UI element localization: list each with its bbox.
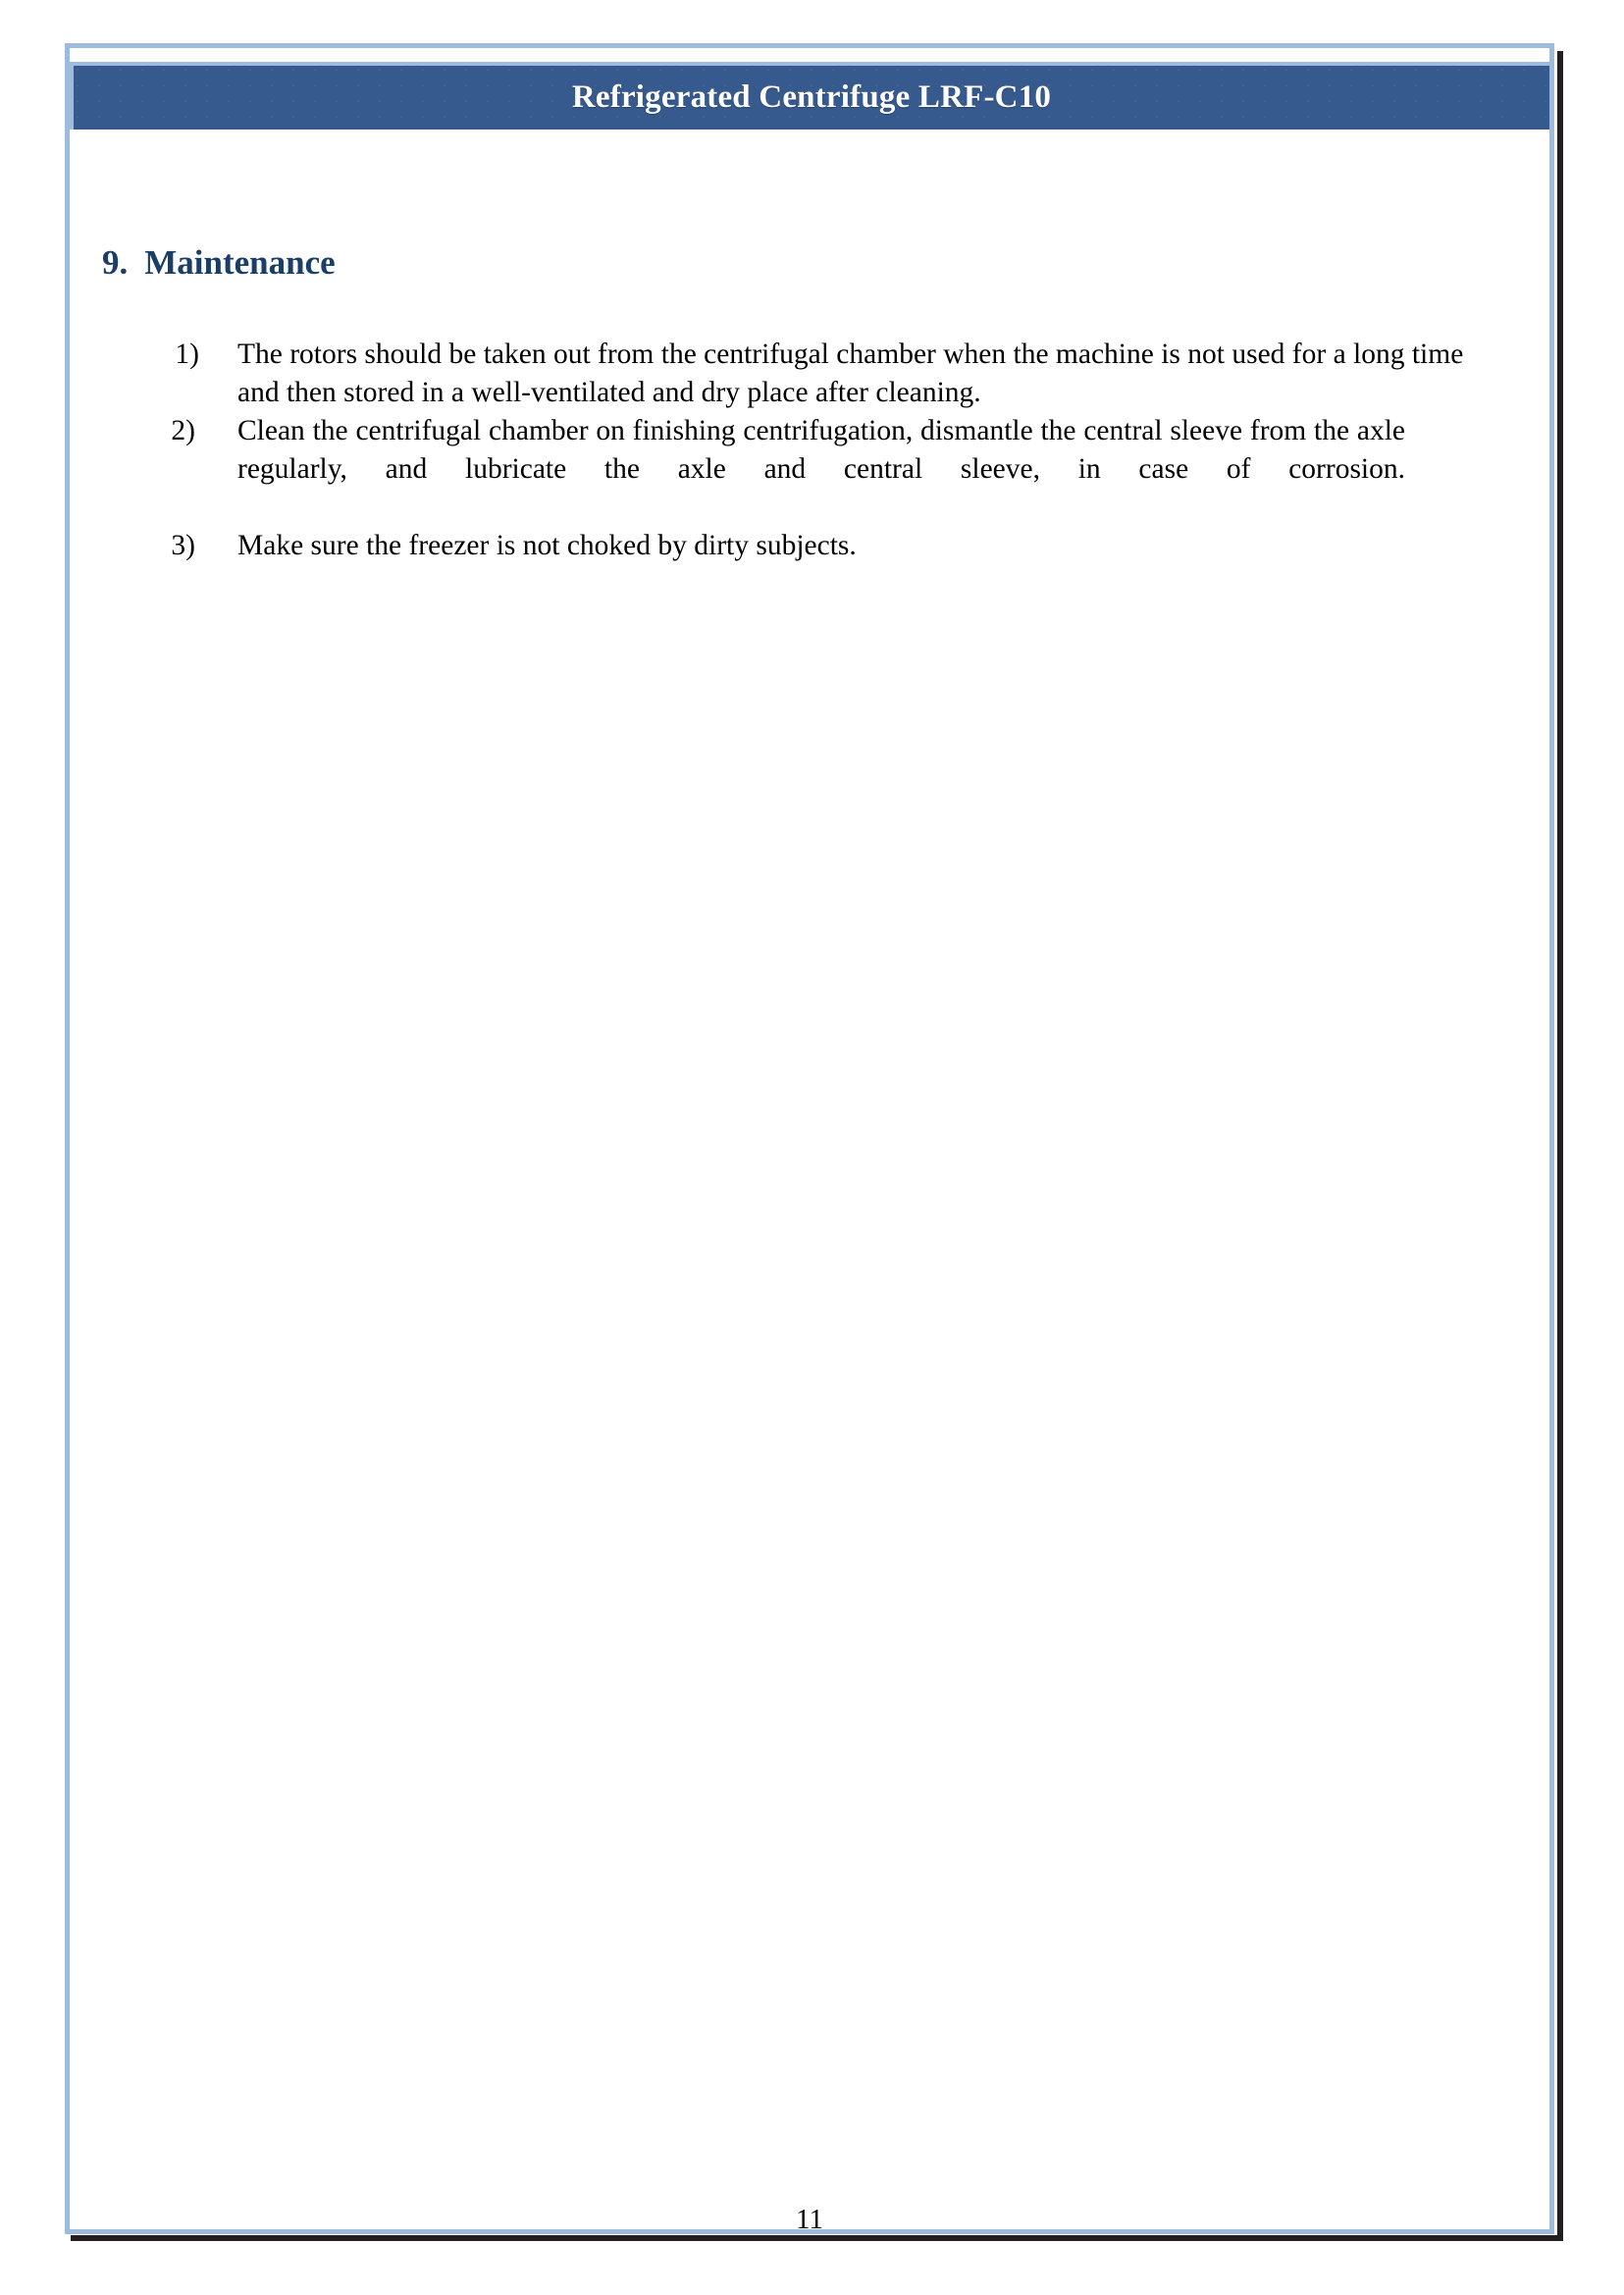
list-item-text: Clean the centrifugal chamber on finishing centrifugation, dismantle the central sleeve from the axle regularly, and lubricate the axle and central sleeve, in case of corrosion. — [237, 415, 1405, 485]
list-item-marker: 1) — [175, 339, 199, 370]
list-item-marker: 3) — [171, 530, 195, 561]
maintenance-list — [70, 336, 1549, 565]
list-item — [70, 412, 1549, 527]
list-item-text: The rotors should be taken out from the centrifugal chamber when the machine is not used for a long time and then stored in a well-ventilated and dry place after cleaning. — [237, 339, 1464, 408]
list-item-marker: 2) — [171, 415, 195, 446]
document-header-title: Refrigerated Centrifuge LRF-C10 — [571, 79, 1052, 115]
page-header-band — [70, 62, 1549, 130]
list-item — [70, 336, 1549, 412]
document-content — [70, 130, 1549, 2235]
page-header-inner — [74, 66, 1549, 130]
document-page — [65, 43, 1554, 2234]
page-border-shadow-right — [1557, 51, 1563, 2241]
section-number: 9. — [102, 243, 129, 282]
page-number: 11 — [796, 2204, 823, 2235]
list-item-text: Make sure the freezer is not choked by dirty subjects. — [237, 530, 857, 561]
section-title: Maintenance — [144, 243, 336, 282]
list-item — [70, 527, 1549, 565]
section-heading-maintenance — [70, 130, 1549, 280]
